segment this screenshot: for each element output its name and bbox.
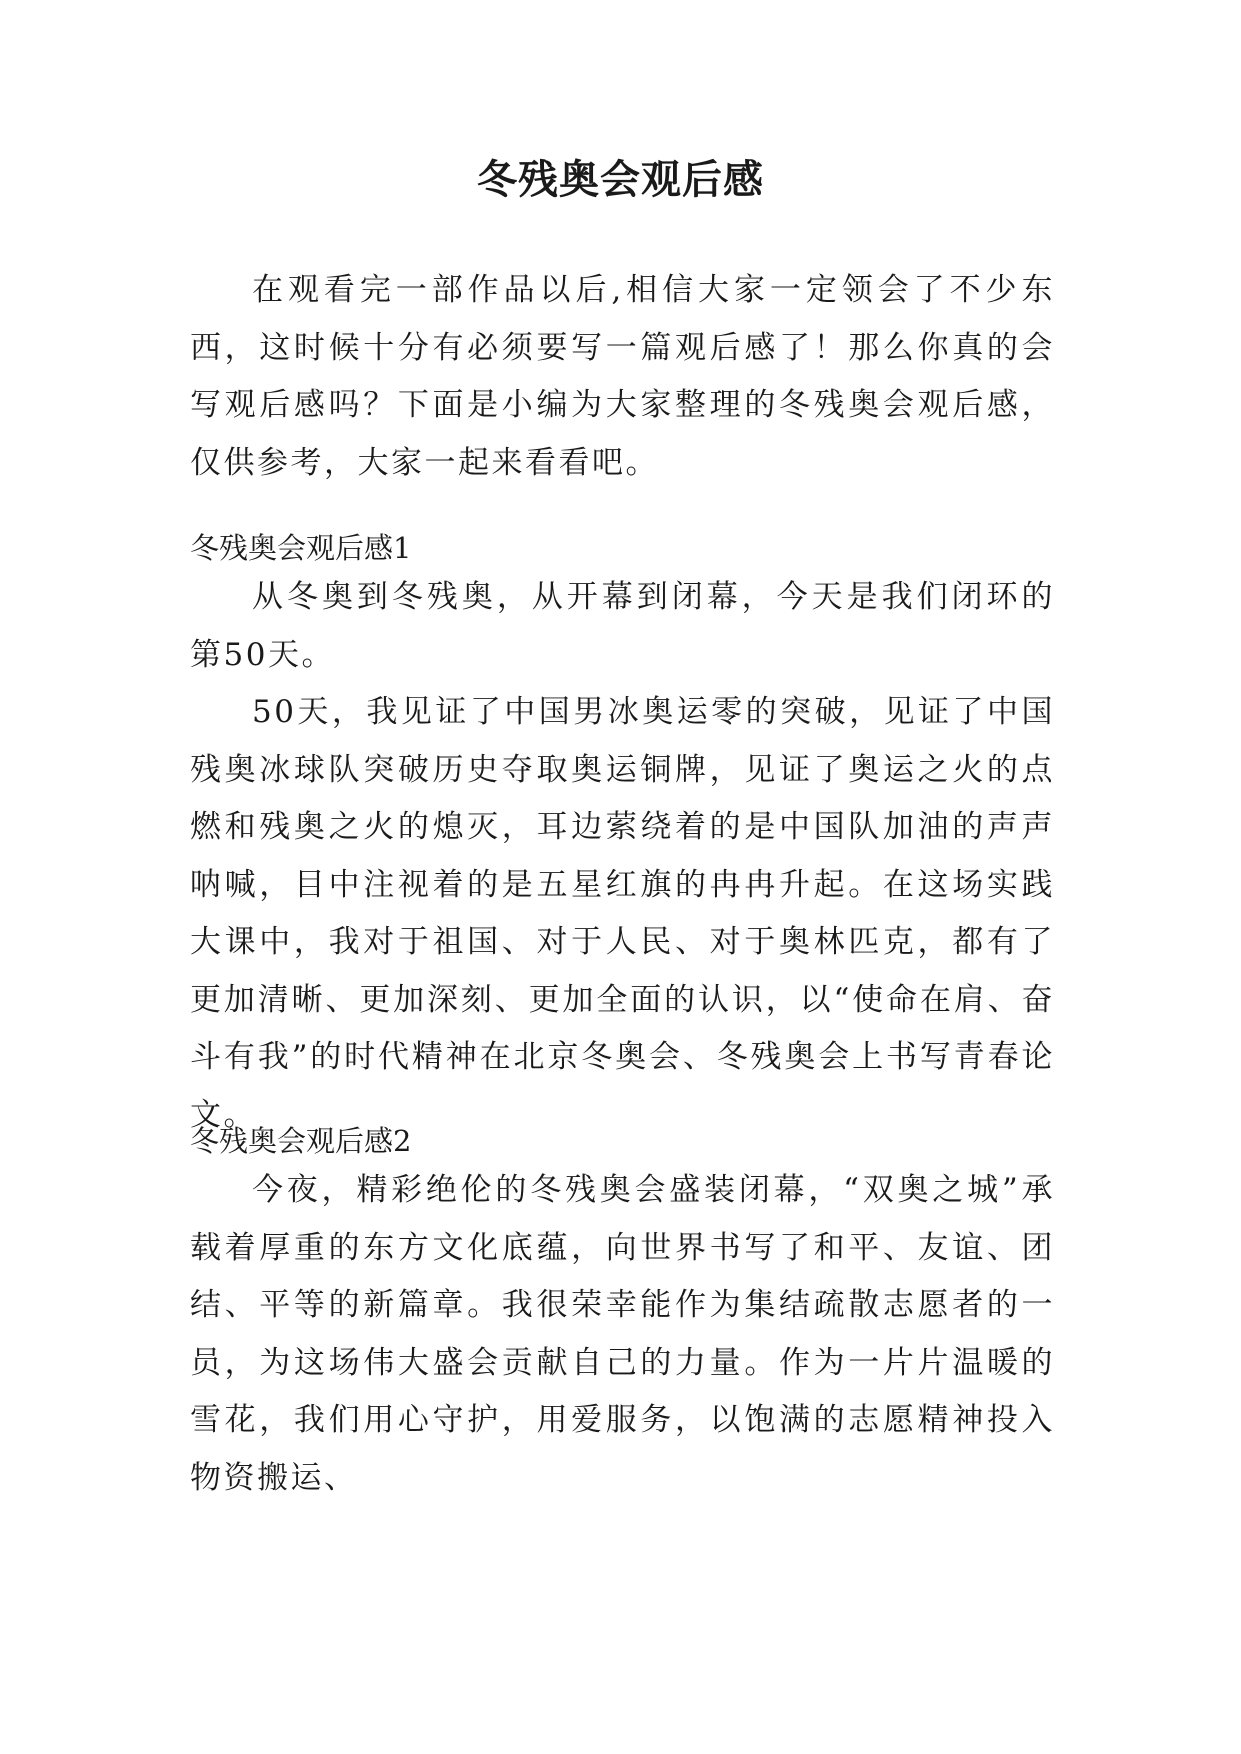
- section-2-heading: 冬残奥会观后感2: [190, 1124, 412, 1158]
- section-1-body: [190, 569, 1055, 1144]
- intro-paragraph: 在观看完一部作品以后,相信大家一定领会了不少东西，这时候十分有必须要写一篇观后感了！那么你真的会写观后感吗？下面是小编为大家整理的冬残奥会观后感，仅供参考，大家一起来看看吧。: [190, 272, 1055, 481]
- section-1-paragraph-2: 50天，我见证了中国男冰奥运零的突破，见证了中国残奥冰球队突破历史夺取奥运铜牌，见证了奥运之火的点燃和残奥之火的熄灭，耳边萦绕着的是中国队加油的声声呐喊，目中注视着的是五星红旗的冉冉升起。在这场实践大课中，我对于祖国、对于人民、对于奥林匹克，都有了更加清晰、更加深刻、更加全面的认识，以“使命在肩、奋斗有我”的时代精神在北京冬奥会、冬残奥会上书写青春论文。: [190, 694, 1055, 1133]
- intro-block: [190, 262, 1055, 492]
- section-1-heading: 冬残奥会观后感1: [190, 531, 412, 565]
- section-2-body: [190, 1162, 1055, 1507]
- section-2-paragraph-1: 今夜，精彩绝伦的冬残奥会盛装闭幕，“双奥之城”承载着厚重的东方文化底蕴，向世界书写了和平、友谊、团结、平等的新篇章。我很荣幸能作为集结疏散志愿者的一员，为这场伟大盛会贡献自己的力量。作为一片片温暖的雪花，我们用心守护，用爱服务，以饱满的志愿精神投入物资搬运、: [190, 1172, 1055, 1496]
- document-title: 冬残奥会观后感: [477, 156, 764, 203]
- section-1-paragraph-1: 从冬奥到冬残奥，从开幕到闭幕，今天是我们闭环的第50天。: [190, 579, 1055, 673]
